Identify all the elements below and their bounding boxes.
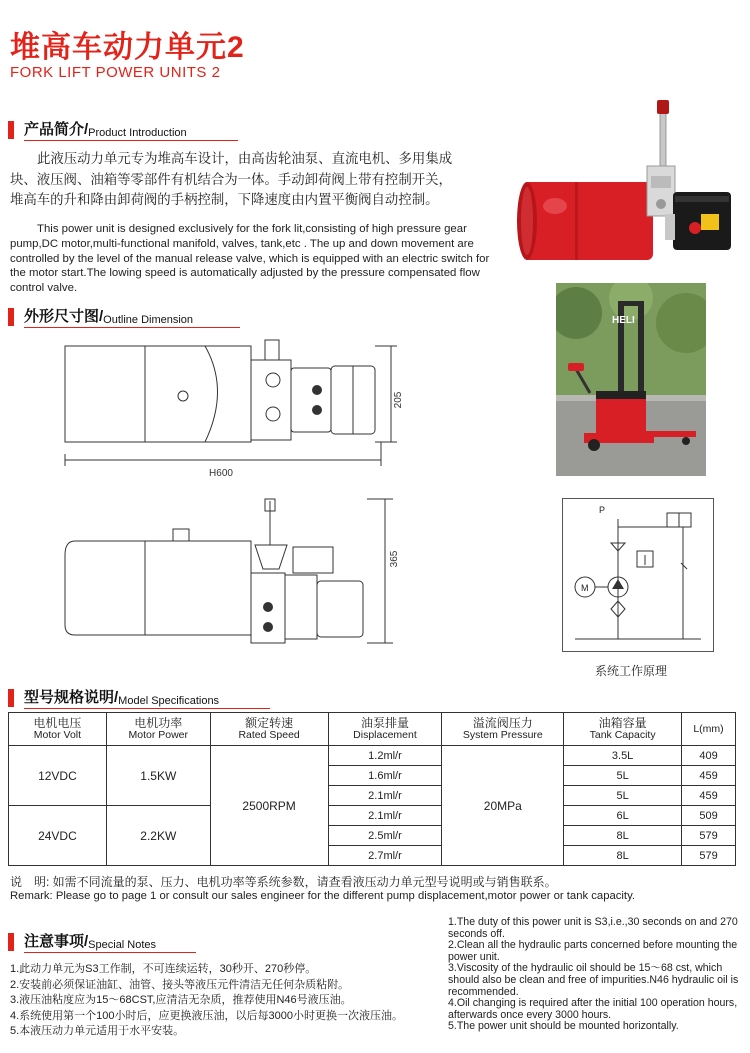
- note-item: 3.液压油粘度应为15～68CST,应清洁无杂质，推荐使用N46号液压油。: [10, 994, 352, 1006]
- dimension-width-label: H600: [209, 468, 233, 479]
- dimension-height-label-top: 205: [393, 391, 404, 409]
- column-header: 油箱容量 Tank Capacity: [564, 713, 682, 746]
- notes-list-cn: [10, 962, 440, 1040]
- table-cell-tank: 5L: [564, 786, 682, 806]
- table-cell-displacement: 2.1ml/r: [328, 806, 442, 826]
- column-header: 溢流阀压力 System Pressure: [442, 713, 564, 746]
- note-item: 1.此动力单元为S3工作制，不可连续运转，30秒开、270秒停。: [10, 963, 317, 975]
- table-cell-length: 459: [682, 786, 736, 806]
- section-title-en: Product Introduction: [88, 127, 187, 139]
- table-cell-volt: 24VDC: [9, 806, 107, 866]
- table-cell-displacement: 2.7ml/r: [328, 846, 442, 866]
- forklift-photo: [556, 283, 706, 476]
- page-subtitle: FORK LIFT POWER UNITS 2: [10, 64, 221, 81]
- table-row: [9, 806, 736, 826]
- section-marker: [8, 689, 14, 707]
- table-cell-speed: 2500RPM: [210, 746, 328, 866]
- note-item: 5.The power unit should be mounted horizontally.: [448, 1020, 679, 1033]
- table-cell-pressure: 20MPa: [442, 746, 564, 866]
- table-cell-displacement: 2.1ml/r: [328, 786, 442, 806]
- table-cell-length: 579: [682, 846, 736, 866]
- power-unit-image: [515, 96, 740, 272]
- notes-list-en: [448, 917, 743, 1033]
- table-cell-length: 579: [682, 826, 736, 846]
- note-item: 3.Viscosity of the hydraulic oil should be 15～68 cst, which should also be clean and free of impurities.N46 hydraulic oil is recommended.: [448, 962, 739, 998]
- spec-table: [8, 712, 736, 866]
- section-heading-notes: [8, 929, 156, 951]
- section-title-cn: 注意事项/: [24, 933, 89, 950]
- table-cell-displacement: 2.5ml/r: [328, 826, 442, 846]
- table-cell-tank: 8L: [564, 826, 682, 846]
- table-cell-volt: 12VDC: [9, 746, 107, 806]
- schematic-caption: 系统工作原理: [595, 664, 668, 678]
- section-heading-outline: [8, 304, 193, 326]
- section-title-en: Model Specifications: [118, 695, 220, 707]
- table-cell-tank: 5L: [564, 766, 682, 786]
- table-cell-length: 409: [682, 746, 736, 766]
- section-underline: [24, 140, 238, 142]
- note-item: 5.本液压动力单元适用于水平安装。: [10, 1025, 185, 1037]
- column-header: 电机功率 Motor Power: [106, 713, 210, 746]
- schematic-motor-label: M: [581, 583, 589, 593]
- section-underline: [24, 708, 270, 710]
- remark-text-cn: 说 明: 如需不同流量的泵、压力、电机功率等系统参数，请查看液压动力单元型号说明或与销售联系。: [10, 875, 557, 889]
- table-row: [9, 746, 736, 766]
- column-header: L(mm): [682, 713, 736, 746]
- column-header: 油泵排量 Displacement: [328, 713, 442, 746]
- note-item: 1.The duty of this power unit is S3,i.e.,30 seconds on and 270 seconds off.: [448, 916, 738, 940]
- section-marker: [8, 121, 14, 139]
- table-cell-tank: 6L: [564, 806, 682, 826]
- section-heading-models: [8, 685, 219, 707]
- table-cell-displacement: 1.2ml/r: [328, 746, 442, 766]
- section-heading-intro: [8, 117, 187, 139]
- note-item: 2.Clean all the hydraulic parts concerned before mounting the power unit.: [448, 939, 738, 963]
- section-title-en: Outline Dimension: [103, 314, 194, 326]
- note-item: 4.系统使用第一个100小时后，应更换液压油，以后每3000小时更换一次液压油。: [10, 1009, 403, 1022]
- note-item: 2.安装前必须保证油缸、油管、接头等液压元件清洁无任何杂质粘附。: [10, 978, 350, 991]
- section-title-cn: 外形尺寸图/: [24, 308, 104, 325]
- table-cell-power: 2.2KW: [106, 806, 210, 866]
- table-header-row: [9, 713, 736, 746]
- remark-text-en: Remark: Please go to page 1 or consult our sales engineer for the different pump displacement,motor power or tank capacity.: [10, 890, 636, 902]
- dimension-height-label-bottom: 365: [389, 550, 400, 568]
- column-header: 电机电压 Motor Volt: [9, 713, 107, 746]
- table-cell-tank: 8L: [564, 846, 682, 866]
- schematic-port-label: P: [599, 505, 606, 515]
- section-title-cn: 型号规格说明/: [24, 689, 119, 706]
- intro-text-cn: 此液压动力单元专为堆高车设计，由高齿轮油泵、直流电机、多用集成块、液压阀、油箱等零部件有机结合为一体。手动卸荷阀上带有控制开关，堆高车的升和降由卸荷阀的手柄控制，下降速度由内置平衡阀自动控制。: [10, 151, 453, 207]
- table-cell-tank: 3.5L: [564, 746, 682, 766]
- section-marker: [8, 308, 14, 326]
- table-cell-power: 1.5KW: [106, 746, 210, 806]
- page-title: 堆高车动力单元2: [10, 31, 245, 64]
- section-underline: [24, 327, 240, 329]
- section-title-en: Special Notes: [88, 939, 157, 951]
- column-header: 额定转速 Rated Speed: [210, 713, 328, 746]
- table-cell-length: 509: [682, 806, 736, 826]
- table-cell-length: 459: [682, 766, 736, 786]
- table-cell-displacement: 1.6ml/r: [328, 766, 442, 786]
- note-item: 4.Oil changing is required after the initial 100 operation hours, afterwards once every 3000 hours.: [448, 997, 738, 1021]
- section-marker: [8, 933, 14, 951]
- outline-drawing-side: [55, 495, 415, 655]
- hydraulic-schematic: [562, 498, 714, 652]
- section-title-cn: 产品简介/: [24, 121, 89, 138]
- outline-drawing-top: [55, 330, 415, 480]
- section-underline: [24, 952, 196, 954]
- forklift-brand-label: HELI: [612, 315, 635, 326]
- intro-text-en: This power unit is designed exclusively for the fork lit,consisting of high pressure gear pump,DC motor,multi-functional manifold, valves, tank,etc . The up and down movement are controlled by the level of the manual release valve, which is equipped with an electric switch for the motor start.The lowing speed is automatically adjusted by the pressure compensated flow control valve.: [10, 223, 490, 295]
